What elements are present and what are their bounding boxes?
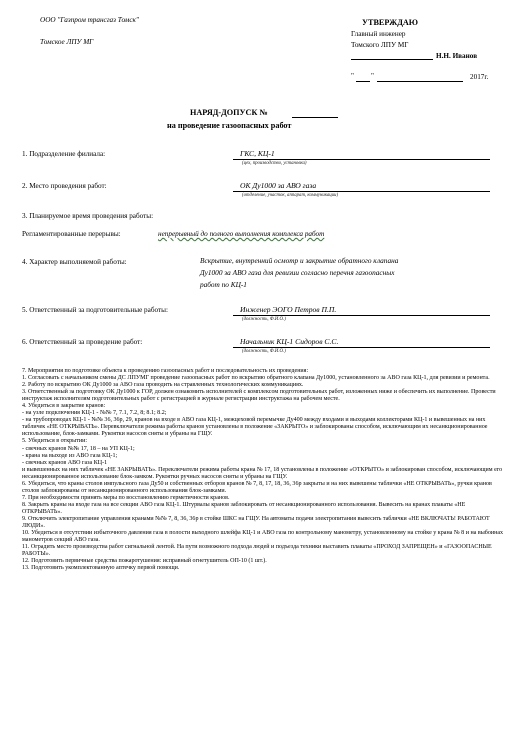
measure-item: 5. Убедиться в открытии: (22, 438, 88, 445)
measures-section (22, 368, 506, 572)
measure-item: 6. Убедиться, что краны столов импульсного газа Ду50 и собственных отборов кранов № 7, 8, 17, 18, 36, 36р закрыты и на них вывешены таблички «НЕ ОТКРЫВАТЬ», ручки кранов столов заблокированы от несанкционированного использования блок-замками. (22, 480, 492, 494)
date-open-quote: " (351, 72, 354, 80)
field-5-label: 5. Ответственный за подготовительные работы: (22, 306, 168, 314)
field-5-caption: (должность, Ф.И.О.) (242, 317, 286, 322)
measure-item: 13. Подготовить укомплектованную аптечку первой помощи. (22, 565, 180, 572)
measure-item: 11. Оградить место производства работ сигнальной лентой. На пути возможного подхода людей и подъезда техники выставить плакаты «ПРОХОД ЗАПРЕЩЕН» и «ГАЗООПАСНЫЕ РАБОТЫ». (22, 544, 492, 558)
measure-item: 7. При необходимости принять меры по восстановлению герметичности кранов. (22, 494, 230, 501)
date-day-line (356, 81, 370, 82)
field-3b-value: непрерывный до полного выполнения комплекса работ (158, 230, 325, 238)
measure-item: 10. Убедиться в отсутствии избыточного давления газа в полости выходного шлейфа КЦ-1 и АВО газа по контрольному манометру, установленному на стойке у крана № 8 и на выбоинах манометров секций АВО газа. (22, 530, 504, 544)
measure-item: 4. Убедиться в закрытие кранов: (22, 403, 106, 410)
permit-title: НАРЯД-ДОПУСК № (190, 108, 268, 117)
approve-org: Томского ЛПУ МГ (351, 41, 409, 49)
measure-item: - крана на выходе из АВО газа КЦ-1; (22, 452, 118, 459)
field-4-value-line2: Ду1000 за АВО газа для ревизии согласно перечня газоопасных (200, 268, 395, 277)
date-month-line (377, 81, 463, 82)
field-2-label: 2. Место проведения работ: (22, 182, 107, 190)
permit-subtitle: на проведение газоопасных работ (167, 121, 292, 130)
measure-item: - на узле подключения КЦ-1 - №№ 7, 7.1, 7.2, 8; 8.1; 8.2; (22, 410, 167, 417)
measures-heading: 7. Мероприятия по подготовке объекта к проведению газоопасных работ и последовательность их проведения: (22, 368, 309, 374)
approve-role: Главный инженер (351, 30, 406, 38)
measure-item: 12. Подготовить первичные средства пожаротушения: исправный огнетушитель ОП-10 (1 шт.). (22, 558, 267, 565)
measure-item: и вывешенных на них табличек «НЕ ЗАКРЫВАТЬ». Переключатели режима работы крана № 17, 18 установлены в положение «ОТКРЫТО» и заблокирован способом, исключающим его несанкционированное использование блок-замком. Рукоятки ручных насосов сняты и убраны на ГЩУ. (22, 466, 503, 480)
field-6-line (233, 347, 490, 348)
field-5-value: Инженер ЭОГО Петров П.П. (240, 305, 337, 314)
field-5-line (233, 315, 490, 316)
permit-number-line (292, 117, 338, 118)
field-6-value: Начальник КЦ-1 Сидоров С.С. (240, 337, 339, 346)
approve-name: Н.Н. Иванов (436, 52, 478, 60)
field-6-label: 6. Ответственный за проведение работ: (22, 338, 143, 346)
measure-item: 8. Закрыть краны на входе газа на все секции АВО газа КЦ-1. Штурвалы кранов заблокировать от несанкционированного использования. Вывесить на кранах плакаты «НЕ ОТКРЫВАТЬ». (22, 501, 466, 515)
measure-item: 2. Работу по вскрытию ОК Ду1000 за АВО газа проводить на стравленных технологических коммуникациях. (22, 382, 304, 389)
measure-item: 3. Ответственный за подготовку ОК Ду1000 к ГОР, должен ознакомить исполнителей с комплексом подготовительных работ, изложенных ниже и обеспечить их выполнение. Провести инструктаж исполнителям подготовительных работ с регистрацией в журнале регистрации инструктажа на рабочем месте. (22, 389, 496, 403)
date-close-quote: " (371, 72, 374, 80)
field-1-value: ГКС, КЦ-1 (240, 149, 275, 158)
org-name: ООО "Газпром трансгаз Томск" (40, 16, 139, 24)
measure-item: 9. Отключить электропитание управления кранами №№ 7, 8, 36, 36р в стойке ШКС на ГЩУ. На автоматы подачи электропитания вывесить таблички «НЕ ВКЛЮЧАТЬ! РАБОТАЮТ ЛЮДИ». (22, 515, 490, 530)
field-2-value: ОК Ду1000 за АВО газа (240, 181, 317, 190)
field-3b-label: Регламентированные перерывы: (22, 230, 121, 238)
measure-item: - свечных кранов №№ 17, 18 – на УП КЦ-1; (22, 445, 135, 452)
field-2-caption: (отделение, участок, аппарат, коммуникации) (242, 193, 339, 198)
approve-title: УТВЕРЖДАЮ (362, 18, 418, 27)
field-3-label: 3. Планируемое время проведения работы: (22, 212, 154, 220)
field-4-value-line3: работ по КЦ-1 (200, 280, 247, 289)
date-year: 2017г. (470, 73, 489, 81)
field-1-line (233, 159, 490, 160)
field-6-caption: (должность, Ф.И.О.) (242, 349, 286, 354)
field-2-line (233, 191, 490, 192)
measure-item: - свечных кранов АВО газа КЦ-1 (22, 459, 108, 466)
measure-item: - на трубопроводах КЦ-1 - №№ 36, 36р, 29, кранов на входе в АВО газа КЦ-1, межцеховой перемычке Ду400 между входами и выходами коллекторами КЦ-1 и вывешенных на них табличек «НЕ ОТКРЫВАТЬ». Перевключатели режима работы кранов установлены в положение «ЗАКРЫТО» и заблокированы способом, исключающим их несанкционированное использование, блок-замками. Рукоятки насосов сняты и убраны на ГЩУ. (22, 417, 488, 438)
field-1-label: 1. Подразделение филиала: (22, 150, 106, 158)
measure-item: 1. Согласовать с начальником смены ДС ЛПУМГ проведение газоопасных работ по вскрытию обратного клапана Ду1000, установленного за АВО газа КЦ-1, для ревизии и ремонта. (22, 375, 490, 382)
field-4-value-line1: Вскрытие, внутренний осмотр и закрытие обратного клапана (200, 256, 399, 265)
org-department: Томское ЛПУ МГ (40, 38, 94, 46)
field-1-caption: (цех, производство, установка) (242, 161, 307, 166)
field-4-label: 4. Характер выполняемой работы: (22, 258, 127, 266)
approve-signature-line (351, 59, 433, 60)
